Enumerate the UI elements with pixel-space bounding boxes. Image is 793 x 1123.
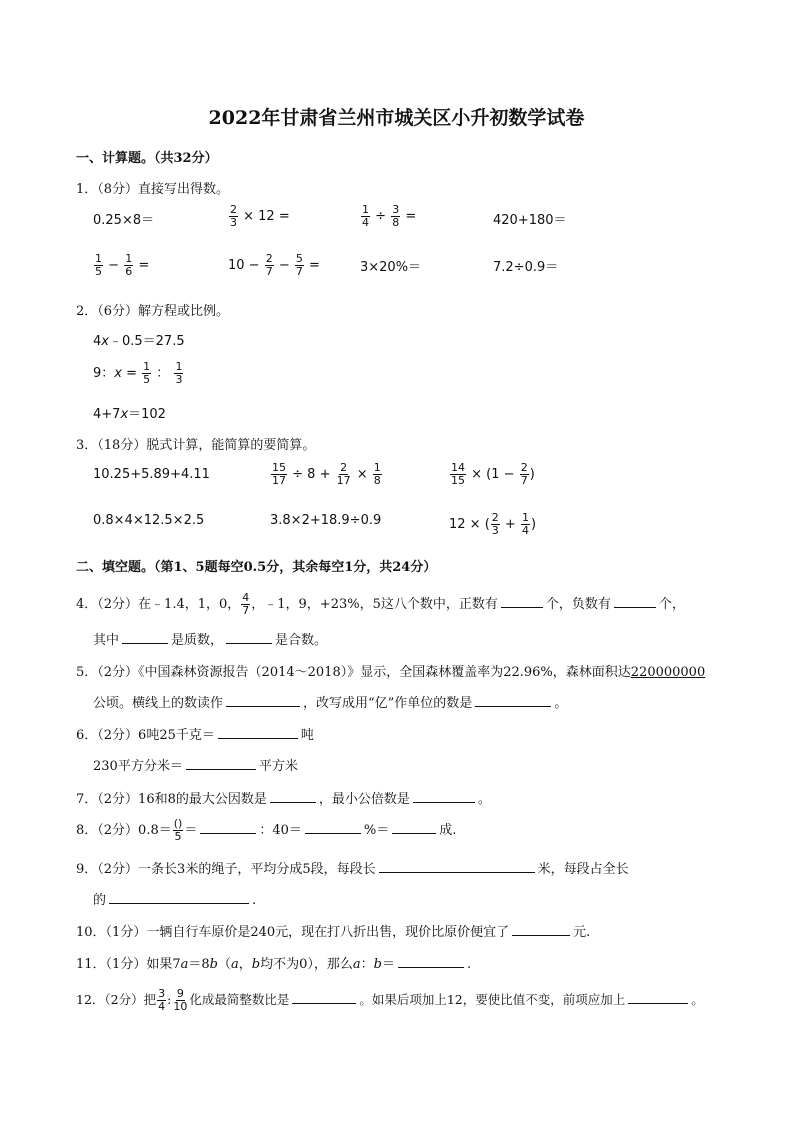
- q2-eq2: 9：x = $\frac{1}{5}$ ： $\frac{1}{3}$: [93, 360, 183, 386]
- q8: 8．（2分）0.8＝ $\frac{()}{5}$ ＝ ：40＝ %＝ 成.: [76, 817, 457, 843]
- section-1-heading: 一、计算题。（共32分）: [76, 151, 218, 166]
- q9-blank-fraction[interactable]: [109, 891, 249, 904]
- q9-line2: 的 .: [93, 893, 257, 908]
- q4-blank-prime[interactable]: [122, 631, 168, 644]
- q8-blank-1[interactable]: [200, 821, 256, 834]
- q12-blank-ratio[interactable]: [292, 991, 356, 1004]
- q3-r1-b: $\frac{15}{17}$ ÷ 8 + $\frac{2}{17}$ × $\frac{1}{8}$: [272, 461, 381, 487]
- q1-r2-b: 10 − $\frac{2}{7}$ − $\frac{5}{7}$ =: [228, 252, 320, 278]
- q3-r2-b: 3.8×2+18.9÷0.9: [270, 513, 382, 528]
- q4-line1: 4．（2分）在﹣1.4，1，0， $\frac{4}{7}$ ，﹣1，9，+23%，5这八个数中，正数有 个，负数有 个，: [76, 591, 685, 617]
- q1-r2-a: $\frac{1}{5}$ − $\frac{1}{6}$ =: [95, 252, 150, 278]
- q1-r1-b: $\frac{2}{3}$ × 12 =: [230, 203, 290, 229]
- q3-r2-a: 0.8×4×12.5×2.5: [93, 513, 205, 528]
- q4-blank-composite[interactable]: [226, 631, 272, 644]
- q12: 12．（2分）把 $\frac{3}{4}$ : $\frac{9}{10}$ 化成最简整数比是 。如果后项加上12，要使比值不变，前项应加上 。: [76, 987, 704, 1013]
- q12-blank-add[interactable]: [628, 991, 688, 1004]
- q5-line1: 5．（2分）《中国森林资源报告（2014～2018）》显示，全国森林覆盖率为22.96%，森林面积达220000000: [76, 665, 706, 680]
- q6-blank-sqm[interactable]: [186, 757, 256, 770]
- q1-r1-a: 0.25×8＝: [93, 213, 155, 228]
- q1-r2-d: 7.2÷0.9＝: [493, 260, 559, 275]
- q6-line2: 230平方分米＝ 平方米: [93, 759, 298, 774]
- q7: 7．（2分）16和8的最大公因数是 ，最小公倍数是 。: [76, 792, 491, 807]
- q3-r2-c: 12 × ( $\frac{2}{3}$ + $\frac{1}{4}$ ): [449, 511, 537, 537]
- page-title: 2022年甘肃省兰州市城关区小升初数学试卷: [208, 107, 585, 129]
- section-2-heading: 二、填空题。（第1、5题每空0.5分，其余每空1分，共24分）: [76, 560, 437, 575]
- q8-blank-3[interactable]: [392, 821, 436, 834]
- q11: 11．（1分）如果7a＝8b（a，b均不为0），那么a：b＝ .: [76, 957, 472, 972]
- q3-r1-a: 10.25+5.89+4.11: [93, 467, 210, 482]
- q6-blank-ton[interactable]: [218, 726, 298, 739]
- q5-line2: 公顷。横线上的数读作 ，改写成用“亿”作单位的数是 。: [93, 696, 568, 711]
- q6-line1: 6．（2分）6吨25千克＝ 吨: [76, 728, 314, 743]
- q7-blank-gcd[interactable]: [270, 790, 316, 803]
- q4-blank-negative[interactable]: [614, 595, 656, 608]
- q11-blank[interactable]: [398, 955, 464, 968]
- q3-header: 3．（18分）脱式计算，能简算的要简算。: [76, 438, 316, 453]
- q9-line1: 9．（2分）一条长3米的绳子，平均分成5段，每段长 米，每段占全长: [76, 862, 629, 877]
- q3-r1-c: $\frac{14}{15}$ × (1 − $\frac{2}{7}$ ): [451, 461, 535, 487]
- q4-blank-positive[interactable]: [501, 595, 543, 608]
- q2-eq1: 4x﹣0.5＝27.5: [93, 334, 185, 349]
- q1-header: 1．（8分）直接写出得数。: [76, 182, 230, 197]
- q5-blank-yi[interactable]: [475, 694, 551, 707]
- q1-r1-c: $\frac{1}{4}$ ÷ $\frac{3}{8}$ =: [362, 203, 417, 229]
- q10: 10．（1分）一辆自行车原价是240元，现在打八折出售，现价比原价便宜了 元.: [76, 925, 591, 940]
- q7-blank-lcm[interactable]: [413, 790, 475, 803]
- q1-r2-c: 3×20%＝: [360, 260, 422, 275]
- q1-r1-d: 420+180＝: [493, 213, 567, 228]
- q9-blank-length[interactable]: [379, 860, 535, 873]
- q5-blank-read[interactable]: [226, 694, 300, 707]
- q4-line2: 其中 是质数， 是合数。: [93, 633, 328, 648]
- q8-blank-2[interactable]: [305, 821, 361, 834]
- q10-blank[interactable]: [512, 923, 570, 936]
- q2-header: 2．（6分）解方程或比例。: [76, 304, 230, 319]
- q2-eq3: 4+7x＝102: [93, 407, 166, 422]
